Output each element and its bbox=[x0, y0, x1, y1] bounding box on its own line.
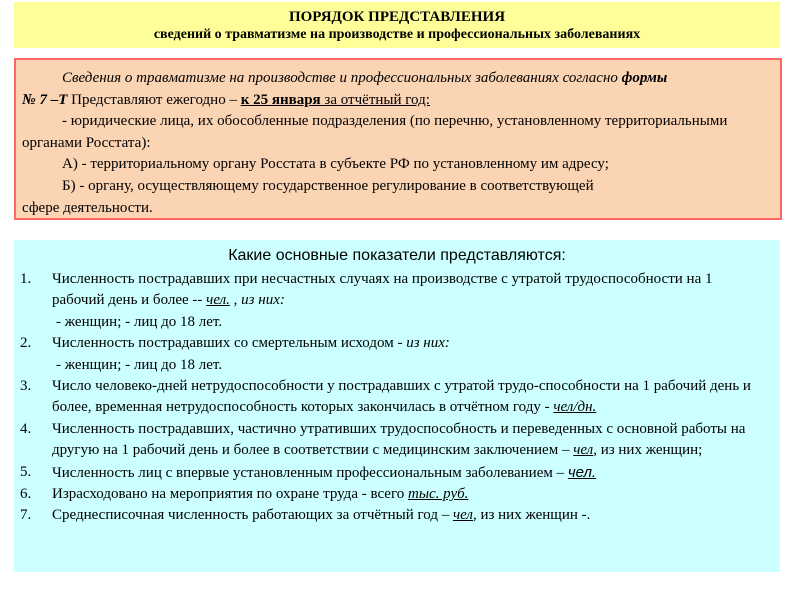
item-unit: чел bbox=[573, 442, 594, 459]
item-number: 6. bbox=[20, 486, 32, 503]
option-b-text: Б) - органу, осуществляющему государственное регулирование в соответствующей bbox=[62, 177, 594, 194]
item-text: Среднесписочная численность работающих за отчётный год – bbox=[52, 507, 453, 524]
list-item bbox=[14, 376, 780, 419]
legal-entities-text: - юридические лица, их обособленные подразделения (по перечню, установленному территориальными органами Росстата): bbox=[22, 113, 728, 151]
form-number: № 7 –Т bbox=[22, 91, 68, 108]
item-tail: , из них женщин -. bbox=[472, 507, 591, 524]
option-b-text-cont: сфере деятельности. bbox=[22, 199, 153, 216]
item-text: Израсходовано на мероприятия по охране труда - всего bbox=[52, 486, 408, 503]
list-item bbox=[14, 333, 780, 354]
item-text: Численность пострадавших при несчастных случаях на производстве с утратой трудоспособности на 1 рабочий день и более -- bbox=[52, 271, 713, 309]
deadline-suffix: за отчётный год: bbox=[320, 91, 430, 108]
list-item bbox=[14, 484, 780, 505]
title-banner bbox=[14, 2, 780, 48]
item-tail: из них: bbox=[406, 335, 450, 352]
deadline-date: к 25 января bbox=[240, 91, 321, 108]
item-number: 1. bbox=[20, 271, 32, 287]
item-text: Численность пострадавших со смертельным исходом - bbox=[52, 335, 407, 352]
item-text: Численность пострадавших, частично утративших трудоспособность и переведенных с основной работы на другую на 1 рабочий день и более в соответствии с медицинским заключением – bbox=[52, 420, 746, 459]
list-subitem: - женщин; - лиц до 18 лет. bbox=[56, 313, 223, 330]
indicators-list bbox=[14, 269, 780, 527]
title-heading: ПОРЯДОК ПРЕДСТАВЛЕНИЯ bbox=[288, 9, 506, 25]
item-unit: чел. bbox=[567, 463, 597, 481]
indicators-heading: Какие основные показатели представляются: bbox=[228, 247, 566, 264]
item-unit: тыс. руб. bbox=[408, 486, 469, 503]
list-item bbox=[14, 462, 780, 484]
title-subheading: сведений о травматизме на производстве и профессиональных заболеваниях bbox=[153, 27, 641, 42]
item-text: Численность лиц с впервые установленным профессиональным заболеванием – bbox=[52, 464, 568, 481]
item-text: Число человеко-дней нетрудоспособности у пострадавших с утратой трудо-способности на 1 рабочий день и более, временная нетрудоспособность которых закончилась в отчётном году - bbox=[52, 378, 751, 416]
item-tail: , из них: bbox=[229, 292, 285, 309]
reporting-info-panel bbox=[14, 58, 782, 220]
list-subitem: - женщин; - лиц до 18 лет. bbox=[56, 356, 223, 373]
item-tail: , из них женщин; bbox=[593, 442, 703, 459]
forms-word: формы bbox=[621, 70, 668, 86]
indicators-panel bbox=[14, 240, 780, 572]
item-number: 3. bbox=[20, 378, 32, 395]
provide-text: Представляют ежегодно – bbox=[67, 91, 241, 108]
info-paragraph-intro bbox=[22, 68, 772, 90]
item-unit: чел bbox=[452, 507, 473, 524]
info-paragraph-deadline bbox=[22, 90, 772, 112]
option-a-text: А) - территориальному органу Росстата в субъекте РФ по установленному им адресу; bbox=[62, 156, 609, 173]
item-unit: чел. bbox=[206, 292, 230, 309]
item-number: 5. bbox=[20, 463, 32, 480]
item-number: 7. bbox=[20, 507, 32, 524]
list-item bbox=[14, 419, 780, 462]
item-number: 4. bbox=[20, 420, 32, 437]
list-item bbox=[14, 269, 780, 312]
list-item bbox=[14, 505, 780, 526]
item-unit: чел/дн. bbox=[553, 399, 597, 416]
item-number: 2. bbox=[20, 335, 32, 352]
intro-text: Сведения о травматизме на производстве и профессиональных заболеваниях согласно bbox=[62, 70, 622, 86]
